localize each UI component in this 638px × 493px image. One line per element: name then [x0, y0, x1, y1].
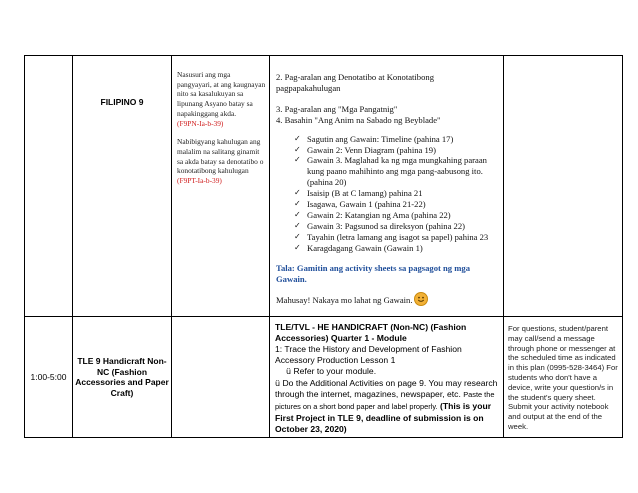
task-list: [270, 317, 503, 437]
remarks-text: For questions, student/parent may call/send a message through phone or messenger at the scheduled time as indicated in this plan (0995-528-3464) For students who don't have a device, write your question/s in the student's query sheet. Submit your activity notebook and output at the end of the week.: [508, 324, 618, 431]
checklist-item: ✓ Isagawa, Gawain 1 (pahina 21-22): [294, 199, 426, 210]
task-item: 4. Basahin "Ang Anim na Sabado ng Beyblade": [276, 114, 441, 125]
check-mark-icon: ✓: [294, 133, 301, 143]
check-mark-icon: ✓: [294, 144, 301, 154]
tasks-cell: [270, 317, 504, 438]
activity-checklist: [276, 134, 499, 254]
check-mark-icon: ✓: [294, 209, 301, 219]
table-row-filipino: [25, 56, 623, 317]
checklist-item: ✓ Isaisip (B at C lamang) pahina 21: [294, 188, 423, 199]
check-mark-icon: ✓: [294, 155, 301, 165]
checklist-item: ✓ Tayahin (letra lamang ang isagot sa papel) pahina 23: [294, 231, 489, 242]
checklist-item: ✓ Karagdagang Gawain (Gawain 1): [294, 242, 423, 253]
subject-label: TLE 9 Handicraft Non-NC (Fashion Accessories and Paper Craft): [75, 356, 169, 398]
closing-line: Mahusay! Nakaya mo lahat ng Gawain.: [276, 292, 499, 306]
subject-cell: [73, 56, 172, 317]
time-cell: [25, 317, 73, 438]
competency-cell: [172, 317, 270, 438]
task-item: ü Refer to your module.: [286, 365, 377, 376]
note-text: Tala: Gamitin ang activity sheets sa pagsagot ng mga Gawain.: [276, 262, 471, 284]
checklist-item: ✓ Sagutin ang Gawain: Timeline (pahina 17): [294, 133, 454, 144]
module-title: TLE/TVL - HE HANDICRAFT (Non-NC) (Fashion Accessories) Quarter 1 - Module: [275, 322, 467, 343]
deadline-emphasis: (This is your First Project in TLE 9, deadline of submission is on October 23, 2020): [275, 401, 492, 435]
tasks-cell: [270, 56, 504, 317]
competency-code: (F9PN-Ia-b-39): [177, 118, 224, 128]
checklist-item: ✓ Gawain 2: Venn Diagram (pahina 19): [294, 144, 436, 155]
subject-cell: [73, 317, 172, 438]
competency-list: [172, 56, 269, 186]
competency-item: Nasusuri ang mga pangyayari, at ang kaugnayan nito sa kasalukuyan sa lipunang Asyano batay sa napakinggang akda. (F9PN-Ia-b-39): [177, 70, 266, 128]
task-item: ü Do the Additional Activities on page 9. You may research through the internet, magazines, newspaper, etc. Paste the pictures on a short bond paper and label properly. (This is your First Project in TLE 9, deadline of submission is on October 23, 2020): [275, 377, 498, 435]
task-item: 1: Trace the History and Development of Fashion Accessory Production Lesson 1: [275, 343, 462, 365]
table-row-tle: [25, 317, 623, 438]
task-item: 3. Pag-aralan ang "Mga Pangatnig": [276, 103, 398, 114]
check-mark-icon: ✓: [294, 220, 301, 230]
checklist-item: ✓ Gawain 2: Katangian ng Ama (pahina 22): [294, 209, 451, 220]
remarks-cell: [504, 56, 623, 317]
task-item: 2. Pag-aralan ang Denotatibo at Konotatibong pagpapakahulugan: [276, 72, 434, 93]
competency-item: Nabibigyang kahulugan ang malalim na salitang ginamit sa akda batay sa denotatibo o konotatibong kahulugan (F9PT-Ia-b-39): [177, 137, 264, 186]
subject-label: FILIPINO 9: [100, 97, 144, 107]
check-mark-icon: ✓: [294, 242, 301, 252]
time-cell: [25, 56, 73, 317]
check-mark-icon: ✓: [294, 199, 301, 209]
time-slot: 1:00-5:00: [30, 372, 67, 383]
weekly-plan-table: [24, 55, 623, 438]
check-mark-icon: ✓: [294, 231, 301, 241]
competency-cell: [172, 56, 270, 317]
check-bullet-icon: ü: [275, 378, 281, 388]
check-mark-icon: ✓: [294, 188, 301, 198]
remarks-cell: [504, 317, 623, 438]
task-list: [270, 56, 503, 312]
check-bullet-icon: ü: [286, 366, 292, 376]
smiley-face-icon: [414, 292, 428, 306]
checklist-item: ✓ Gawain 3: Pagsunod sa direksyon (pahina 22): [294, 220, 465, 231]
checklist-item: ✓ Gawain 3. Maglahad ka ng mga mungkahing paraan kung paano mahihinto ang mga pang-aabusong ito. (pahina 20): [294, 155, 487, 188]
competency-code: (F9PT-Ia-b-39): [177, 176, 222, 186]
